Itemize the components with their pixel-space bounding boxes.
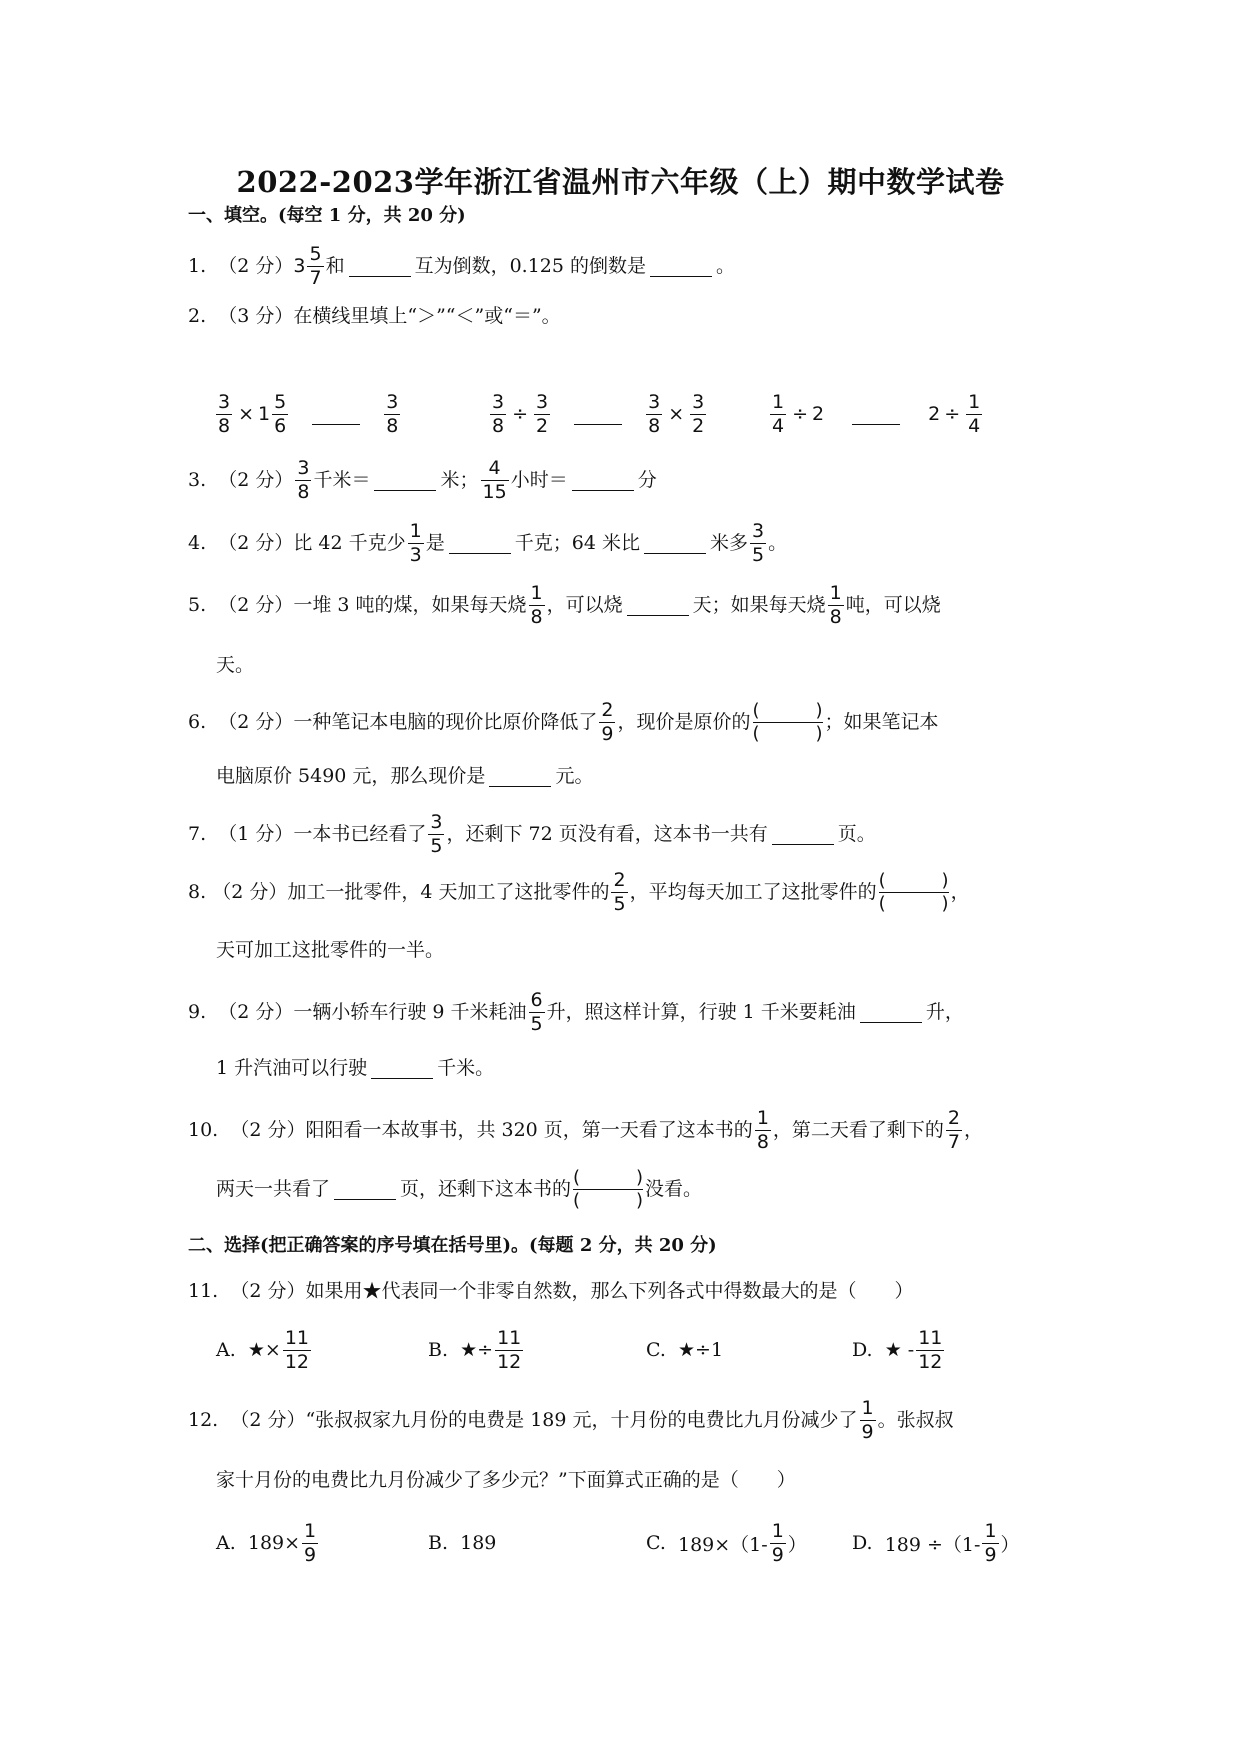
fraction: $\frac{3}{8}$ (648, 390, 661, 437)
answer-blank[interactable] (572, 470, 634, 491)
question-text: 电脑原价 5490 元，那么现价是 (216, 765, 486, 787)
question-5-continued (216, 637, 254, 693)
answer-blank[interactable] (574, 404, 622, 425)
question-text: 升，照这样计算，行驶 1 千米要耗油 (546, 1001, 856, 1023)
question-6-continued (216, 748, 593, 804)
question-text: 比 42 千克少 (293, 532, 406, 554)
fraction: $\frac{1}{8}$ (829, 581, 842, 628)
question-text: 。 (768, 532, 788, 554)
question-text: 千克；64 米比 (514, 532, 640, 554)
fraction: $\frac{5}{7}$ (309, 242, 322, 289)
operator: ÷ (512, 403, 529, 425)
question-text: 阳阳看一本故事书，共 320 页，第一天看了这本书的 (305, 1119, 753, 1141)
question-12 (188, 1392, 954, 1448)
option-label: C. (646, 1532, 666, 1554)
question-text: 如果用★代表同一个非零自然数，那么下列各式中得数最大的是（ ） (305, 1280, 914, 1302)
question-text: 分 (637, 469, 657, 491)
option-expression: ★ - (884, 1339, 915, 1361)
operator: ÷ (944, 403, 961, 425)
question-text: 米； (440, 469, 479, 491)
fraction: $\frac{1}{8}$ (756, 1106, 769, 1153)
question-text: ，还剩下 72 页没有看，这本书一共有 (446, 823, 768, 845)
fraction-answer-blank[interactable]: ( ) ( ) (878, 869, 949, 914)
fraction-answer-blank[interactable]: ( ) ( ) (573, 1166, 644, 1211)
number: 2 (812, 403, 825, 425)
option-expression: ★÷ (460, 1339, 494, 1361)
answer-blank[interactable] (449, 533, 511, 554)
question-score: （2 分） (218, 711, 294, 733)
question-text: ，可以烧 (546, 594, 623, 616)
answer-blank[interactable] (371, 1058, 433, 1079)
question-text: 。张叔叔 (877, 1409, 954, 1431)
question-number: 4. (188, 532, 207, 554)
question-text: 一种笔记本电脑的现价比原价降低了 (293, 711, 598, 733)
fraction: $\frac{11}{12}$ (284, 1326, 309, 1373)
fraction: $\frac{3}{8}$ (297, 456, 310, 503)
question-text: 米多 (709, 532, 748, 554)
question-text: ，现价是原价的 (617, 711, 751, 733)
question-text: 千米。 (437, 1057, 495, 1079)
fraction: $\frac{3}{5}$ (751, 519, 765, 566)
option-expression: 189 ÷（1- (884, 1533, 981, 1556)
answer-blank[interactable] (772, 824, 834, 845)
question-score: （1 分） (218, 823, 294, 845)
question-10-continued (216, 1161, 702, 1217)
fraction: $\frac{2}{7}$ (947, 1106, 961, 1153)
comparison-1 (214, 386, 402, 442)
question-score: （2 分） (212, 881, 288, 903)
question-text: 一本书已经看了 (293, 823, 427, 845)
question-text: 1 升汽油可以行驶 (216, 1057, 368, 1079)
comparison-2 (488, 386, 708, 442)
fraction: $\frac{1}{9}$ (861, 1396, 874, 1443)
fraction: $\frac{3}{8}$ (386, 390, 399, 437)
question-8 (188, 864, 970, 920)
option-b[interactable] (428, 1322, 525, 1378)
question-number: 8. (188, 881, 207, 903)
question-text: 加工一批零件，4 天加工了这批零件的 (287, 881, 610, 903)
question-text: ， (964, 1119, 984, 1141)
fraction: $\frac{2}{5}$ (613, 868, 626, 915)
question-score: （2 分） (218, 594, 294, 616)
answer-blank[interactable] (852, 404, 900, 425)
question-text: 天可加工这批零件的一半。 (216, 939, 445, 961)
operator: × (238, 403, 255, 425)
question-text: 是 (425, 532, 445, 554)
question-text: 一堆 3 吨的煤，如果每天烧 (293, 594, 527, 616)
option-c[interactable] (646, 1322, 723, 1378)
question-5 (188, 577, 941, 633)
answer-blank[interactable] (312, 404, 360, 425)
question-8-continued (216, 922, 444, 978)
fraction: $\frac{3}{2}$ (692, 390, 705, 437)
fraction: $\frac{3}{2}$ (536, 390, 549, 437)
operator: × (668, 403, 685, 425)
fraction: $\frac{3}{8}$ (218, 390, 231, 437)
question-text: 。 (716, 255, 736, 277)
question-text: 一辆小轿车行驶 9 千米耗油 (293, 1001, 527, 1023)
option-a[interactable] (216, 1515, 320, 1571)
question-score: （2 分） (230, 1409, 306, 1431)
question-number: 2. (188, 305, 207, 327)
answer-blank[interactable] (627, 595, 689, 616)
question-score: （3 分） (218, 305, 294, 327)
fraction: $\frac{2}{9}$ (601, 698, 614, 745)
question-11 (188, 1263, 913, 1319)
page-title: 2022-2023学年浙江省温州市六年级（上）期中数学试卷 (236, 165, 1005, 199)
option-label: B. (428, 1532, 449, 1554)
option-label: A. (216, 1532, 236, 1554)
option-label: A. (216, 1339, 236, 1361)
answer-blank[interactable] (644, 533, 706, 554)
question-text: “张叔叔家九月份的电费是 189 元，十月份的电费比九月份减少了 (305, 1409, 858, 1431)
question-text: 和 (325, 255, 345, 277)
question-text: 吨，可以烧 (845, 594, 941, 616)
question-score: （2 分） (218, 469, 294, 491)
option-expression: 189 (460, 1532, 497, 1554)
question-text: 在横线里填上“＞”“＜”或“＝”。 (293, 305, 561, 327)
option-d[interactable] (852, 1322, 946, 1378)
mixed-number-whole: 3 (293, 255, 306, 277)
question-3 (188, 452, 657, 508)
fraction: $\frac{1}{4}$ (772, 390, 785, 437)
option-expression: ） (787, 1533, 807, 1556)
fraction: $\frac{1}{4}$ (968, 390, 981, 437)
option-expression: ★÷1 (678, 1339, 724, 1361)
option-expression: 189×（1- (678, 1533, 768, 1556)
question-text: 没看。 (645, 1178, 703, 1200)
fraction: $\frac{6}{5}$ (530, 988, 543, 1035)
question-text: 升， (925, 1001, 964, 1023)
option-a[interactable] (216, 1322, 313, 1378)
question-number: 6. (188, 711, 207, 733)
question-text: 互为倒数，0.125 的倒数是 (414, 255, 647, 277)
fraction: $\frac{11}{12}$ (497, 1326, 522, 1373)
option-expression: 189× (247, 1532, 301, 1554)
question-text: 页，还剩下这本书的 (400, 1178, 572, 1200)
fraction: $\frac{3}{8}$ (492, 390, 505, 437)
question-number: 11. (188, 1280, 219, 1302)
question-text: ，第二天看了剩下的 (772, 1119, 944, 1141)
section-heading-choice: 二、选择(把正确答案的序号填在括号里)。(每题 2 分，共 20 分) (188, 1235, 717, 1256)
question-text: 元。 (555, 765, 594, 787)
question-text: 页。 (837, 823, 876, 845)
question-score: （2 分） (218, 532, 294, 554)
question-9 (188, 984, 964, 1040)
question-6 (188, 694, 939, 750)
option-label: D. (852, 1339, 873, 1361)
fraction: $\frac{1}{9}$ (304, 1519, 317, 1566)
fraction: $\frac{5}{6}$ (274, 390, 287, 437)
question-12-continued (216, 1452, 796, 1508)
option-d[interactable] (852, 1515, 1020, 1571)
section-heading-fill: 一、填空。(每空 1 分，共 20 分) (188, 205, 466, 226)
question-score: （2 分） (230, 1280, 306, 1302)
answer-blank[interactable] (349, 256, 411, 277)
question-score: （2 分） (218, 1001, 294, 1023)
question-text: 千米＝ (313, 469, 371, 491)
question-text: ；如果笔记本 (824, 711, 939, 733)
question-2 (188, 288, 561, 344)
question-number: 9. (188, 1001, 207, 1023)
fraction: $\frac{1}{8}$ (530, 581, 543, 628)
option-expression: ★× (247, 1339, 281, 1361)
comparison-3 (768, 386, 984, 442)
question-text: 两天一共看了 (216, 1178, 331, 1200)
number: 2 (928, 403, 941, 425)
fraction: $\frac{1}{3}$ (409, 519, 422, 566)
question-1 (188, 238, 735, 294)
operator: ÷ (792, 403, 809, 425)
question-text: ，平均每天加工了这批零件的 (629, 881, 877, 903)
answer-blank[interactable] (374, 470, 436, 491)
fraction: $\frac{1}{9}$ (771, 1519, 784, 1566)
option-expression: ） (1000, 1533, 1020, 1556)
fraction: $\frac{4}{15}$ (482, 456, 507, 503)
question-number: 12. (188, 1409, 219, 1431)
fraction: $\frac{3}{5}$ (430, 810, 443, 857)
answer-blank[interactable] (650, 256, 712, 277)
fraction-answer-blank[interactable]: ( ) ( ) (752, 699, 823, 744)
question-4 (188, 515, 787, 571)
question-score: （2 分） (218, 255, 294, 277)
option-label: C. (646, 1339, 666, 1361)
option-label: D. (852, 1532, 873, 1554)
option-c[interactable] (646, 1515, 807, 1571)
question-text: 家十月份的电费比九月份减少了多少元？”下面算式正确的是（ ） (216, 1469, 796, 1491)
question-10 (188, 1102, 983, 1158)
question-text: 小时＝ (510, 469, 568, 491)
question-number: 3. (188, 469, 207, 491)
question-7 (188, 806, 876, 862)
question-text: 天。 (216, 654, 255, 676)
question-number: 7. (188, 823, 207, 845)
fraction: $\frac{1}{9}$ (984, 1519, 997, 1566)
answer-blank[interactable] (334, 1179, 396, 1200)
fraction: $\frac{11}{12}$ (918, 1326, 943, 1373)
answer-blank[interactable] (860, 1002, 922, 1023)
option-b[interactable] (428, 1515, 496, 1571)
question-score: （2 分） (230, 1119, 306, 1141)
question-text: 天；如果每天烧 (692, 594, 826, 616)
answer-blank[interactable] (489, 766, 551, 787)
question-number: 1. (188, 255, 207, 277)
question-number: 10. (188, 1119, 219, 1141)
option-label: B. (428, 1339, 449, 1361)
question-number: 5. (188, 594, 207, 616)
question-9-continued (216, 1040, 494, 1096)
question-text: ， (950, 881, 970, 903)
mixed-number-whole: 1 (258, 403, 271, 425)
